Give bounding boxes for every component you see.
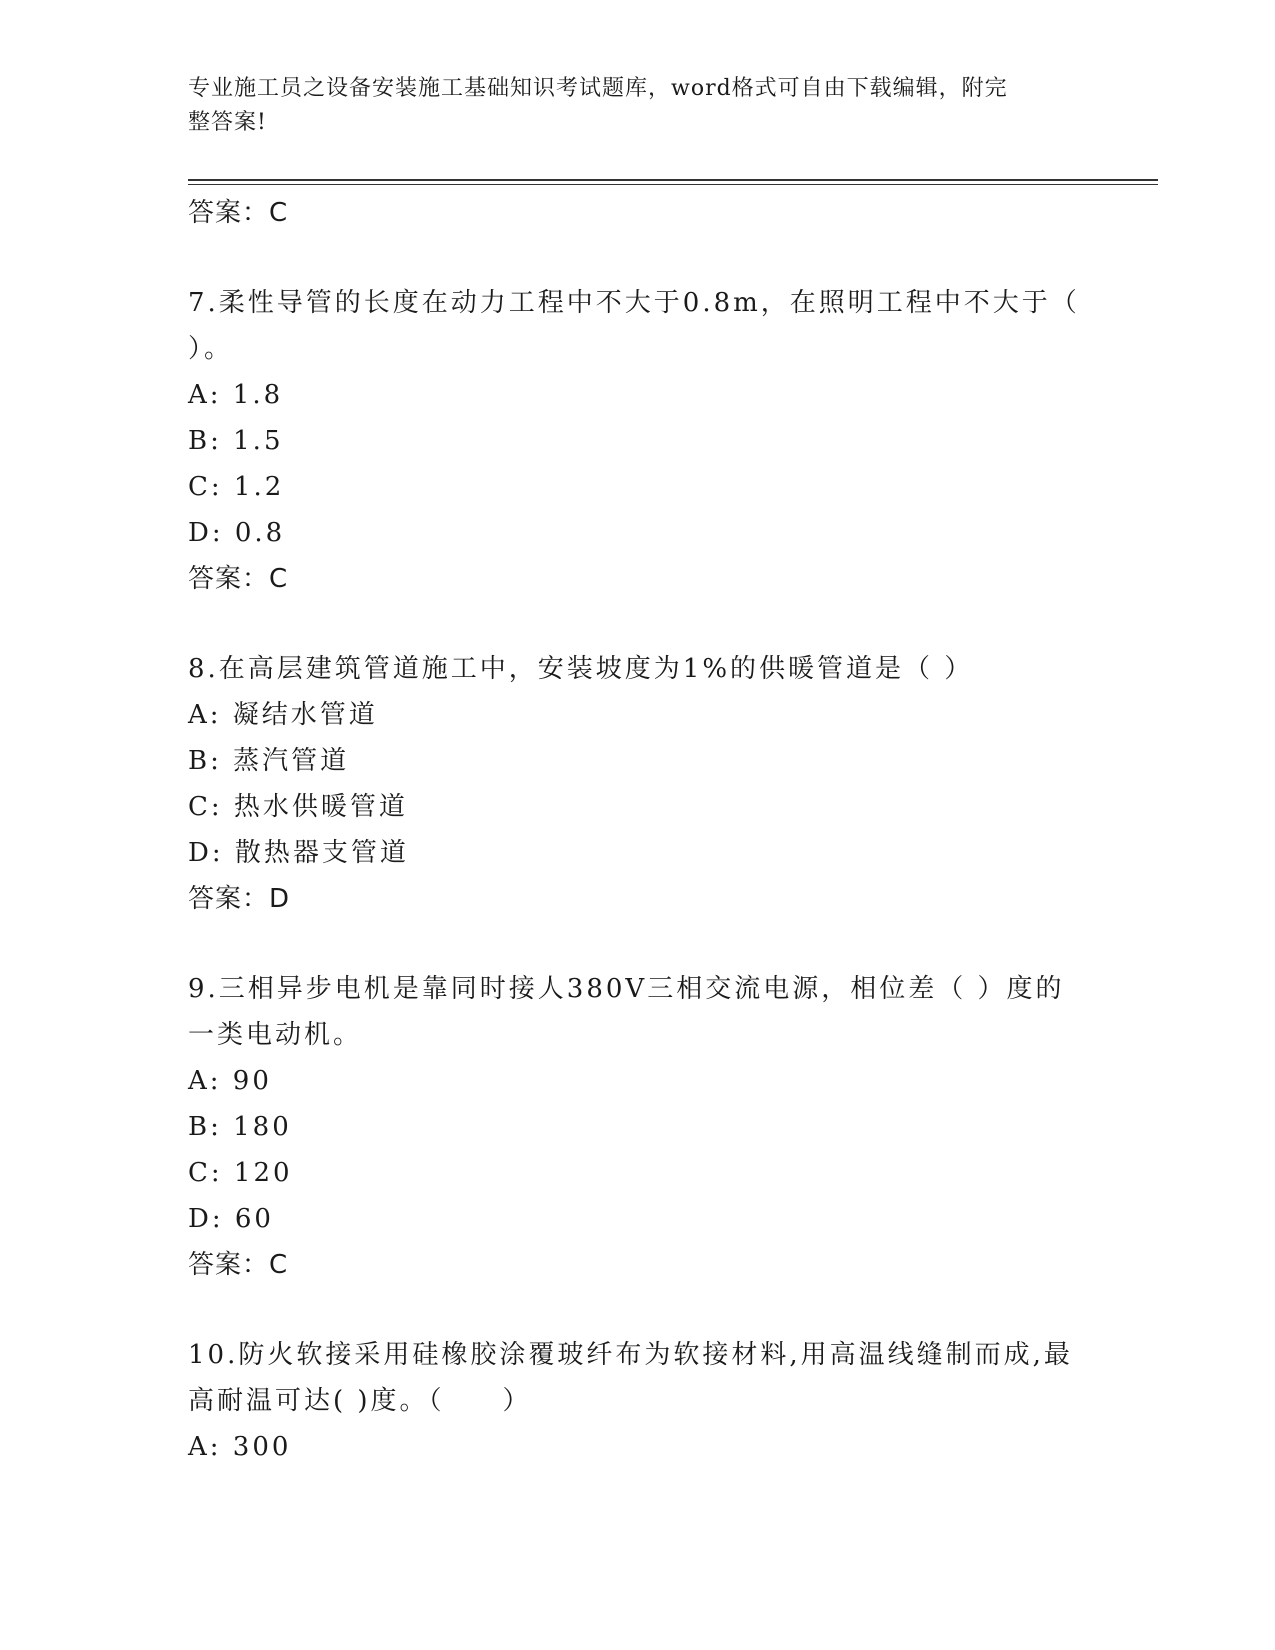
- option-a: A: 凝结水管道: [188, 700, 378, 730]
- document-header: [188, 72, 1068, 140]
- option-d: D: 60: [188, 1204, 274, 1234]
- option-b: B: 蒸汽管道: [188, 746, 350, 776]
- question-7: [188, 280, 1088, 602]
- header-line-2: 整答案!: [188, 110, 267, 135]
- question-stem: 9.三相异步电机是靠同时接人380V三相交流电源，相位差（ ）度的: [188, 974, 1065, 1004]
- option-b: B: 1.5: [188, 426, 284, 456]
- option-a: A: 1.8: [188, 380, 284, 410]
- question-stem-cont: ）。: [188, 334, 234, 364]
- question-stem: 8.在高层建筑管道施工中，安装坡度为1%的供暖管道是（ ）: [188, 654, 974, 684]
- question-stem: 10.防火软接采用硅橡胶涂覆玻纤布为软接材料,用高温线缝制而成,最: [188, 1340, 1073, 1370]
- question-10: [188, 1332, 1088, 1470]
- option-c: C: 120: [188, 1158, 293, 1188]
- header-divider-thin: [188, 184, 1158, 185]
- question-list: [188, 190, 1088, 1470]
- option-b: B: 180: [188, 1112, 292, 1142]
- answer-line: 答案：C: [188, 198, 289, 228]
- question-stem-cont: 高耐温可达( )度。（ ）: [188, 1386, 532, 1416]
- option-c: C: 热水供暖管道: [188, 792, 408, 822]
- answer-line: 答案：C: [188, 1250, 289, 1280]
- option-c: C: 1.2: [188, 472, 285, 502]
- answer-line: 答案：D: [188, 884, 291, 914]
- option-a: A: 300: [188, 1432, 292, 1462]
- option-a: A: 90: [188, 1066, 272, 1096]
- question-stem: 7.柔性导管的长度在动力工程中不大于0.8m，在照明工程中不大于（: [188, 288, 1080, 318]
- header-line-1: 专业施工员之设备安装施工基础知识考试题库，word格式可自由下载编辑，附完: [188, 76, 1008, 101]
- answer-line: 答案：C: [188, 564, 289, 594]
- question-9: [188, 966, 1088, 1288]
- option-d: D: 0.8: [188, 518, 286, 548]
- header-divider-thick: [188, 179, 1158, 181]
- question-8: [188, 646, 1088, 922]
- option-d: D: 散热器支管道: [188, 838, 409, 868]
- question-stem-cont: 一类电动机。: [188, 1020, 363, 1050]
